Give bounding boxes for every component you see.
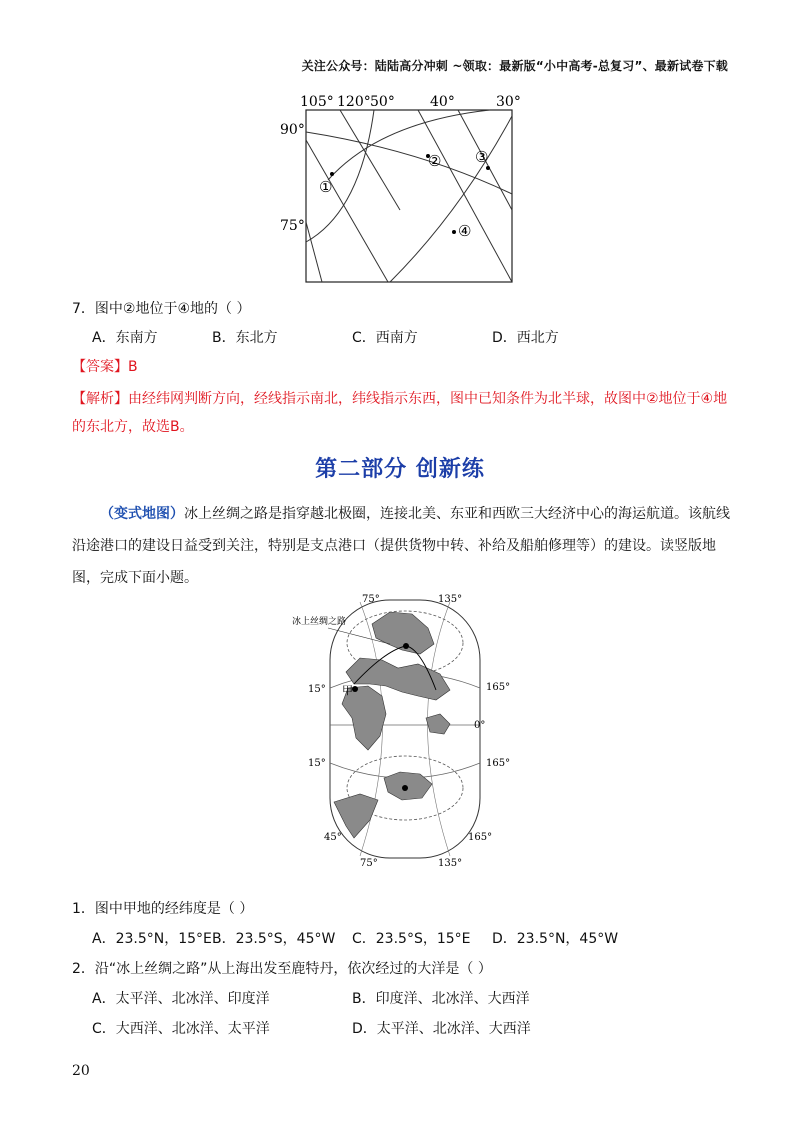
parallel-line (306, 110, 374, 242)
lon-label: 105° (300, 94, 334, 110)
map-label: 0° (474, 720, 486, 731)
q7-analysis: 【解析】由经纬网判断方向，经线指示南北，纬线指示东西，图中已知条件为北半球，故图中②地位于④地的东北方，故选B。 (72, 391, 728, 435)
meridian-line (418, 110, 512, 282)
q1-option-a[interactable]: A．23.5°N，15°E (92, 931, 212, 947)
point-label-2: ② (428, 152, 442, 170)
point-label-3: ③ (475, 148, 489, 166)
lon-label: 40° (430, 94, 455, 110)
lat-label: 75° (280, 218, 305, 234)
grid-frame (306, 110, 512, 282)
parallel-line (328, 110, 490, 180)
q2-option-b[interactable]: B．印度洋、北冰洋、大西洋 (352, 991, 530, 1007)
intro-lead: （变式地图） (100, 506, 184, 522)
section-title: 第二部分 创新练 (315, 457, 485, 482)
q1-option-d[interactable]: D．23.5°N，45°W (492, 931, 619, 947)
question-1: 1．图中甲地的经纬度是（ ） (72, 901, 254, 917)
map-label: 15° (308, 758, 326, 769)
map-label: 75° (362, 594, 380, 605)
page-header: 关注公众号：陆陆高分冲刺 ~领取：最新版“小中高考-总复习”、最新试卷下载 (301, 59, 728, 73)
lat-lon-grid-figure (270, 92, 530, 286)
lon-label: 30° (496, 94, 521, 110)
map-label: 165° (486, 682, 510, 693)
intro-text: 冰上丝绸之路是指穿越北极圈，连接北美、东亚和西欧三大经济中心的海运航道。该航线沿途港口的建设日益受到关注，特别是支点港口（提供货物中转、补给及船舶修理等）的建设。读竖版地图，完成下面小题。 (72, 506, 730, 586)
q7-option-b[interactable]: B．东北方 (212, 330, 278, 346)
q2-option-c[interactable]: C．大西洋、北冰洋、太平洋 (92, 1021, 270, 1037)
lon-label: 50° (370, 94, 395, 110)
parallel-line (390, 116, 512, 282)
place-jia-label: 甲 (342, 684, 353, 697)
question-7: 7．图中②地位于④地的（ ） (72, 301, 251, 317)
world-map-figure (290, 588, 510, 870)
q7-option-a[interactable]: A．东南方 (92, 330, 158, 346)
point-label-1: ① (319, 178, 333, 196)
q7-option-c[interactable]: C．西南方 (352, 330, 418, 346)
south-pole-dot (402, 785, 408, 791)
q2-option-a[interactable]: A．太平洋、北冰洋、印度洋 (92, 991, 270, 1007)
point-3-dot (486, 166, 490, 170)
question-2: 2．沿“冰上丝绸之路”从上海出发至鹿特丹，依次经过的大洋是（ ） (72, 961, 492, 977)
point-label-4: ④ (458, 222, 472, 240)
map-label: 75° (360, 858, 378, 869)
point-4-dot (452, 230, 456, 234)
meridian-line (306, 222, 322, 282)
q7-option-d[interactable]: D．西北方 (492, 330, 559, 346)
q1-option-c[interactable]: C．23.5°S，15°E (352, 931, 471, 947)
route-label-text: 冰上丝绸之路 (292, 617, 347, 627)
q7-answer: 【答案】B (72, 359, 138, 375)
route-label (292, 615, 346, 627)
map-label: 135° (438, 594, 463, 605)
map-label: 135° (438, 858, 463, 869)
map-label: 165° (486, 758, 510, 769)
lat-label: 90° (280, 122, 305, 138)
map-label: 15° (308, 684, 326, 695)
north-pole-dot (403, 643, 409, 649)
page-number: 20 (72, 1063, 90, 1079)
intro-paragraph (72, 498, 732, 594)
lon-label: 120° (337, 94, 371, 110)
map-label: 165° (468, 832, 493, 843)
map-label: 45° (324, 832, 342, 843)
q2-option-d[interactable]: D．太平洋、北冰洋、大西洋 (352, 1021, 531, 1037)
point-1-dot (330, 172, 334, 176)
q1-option-b[interactable]: B．23.5°S，45°W (212, 931, 336, 947)
